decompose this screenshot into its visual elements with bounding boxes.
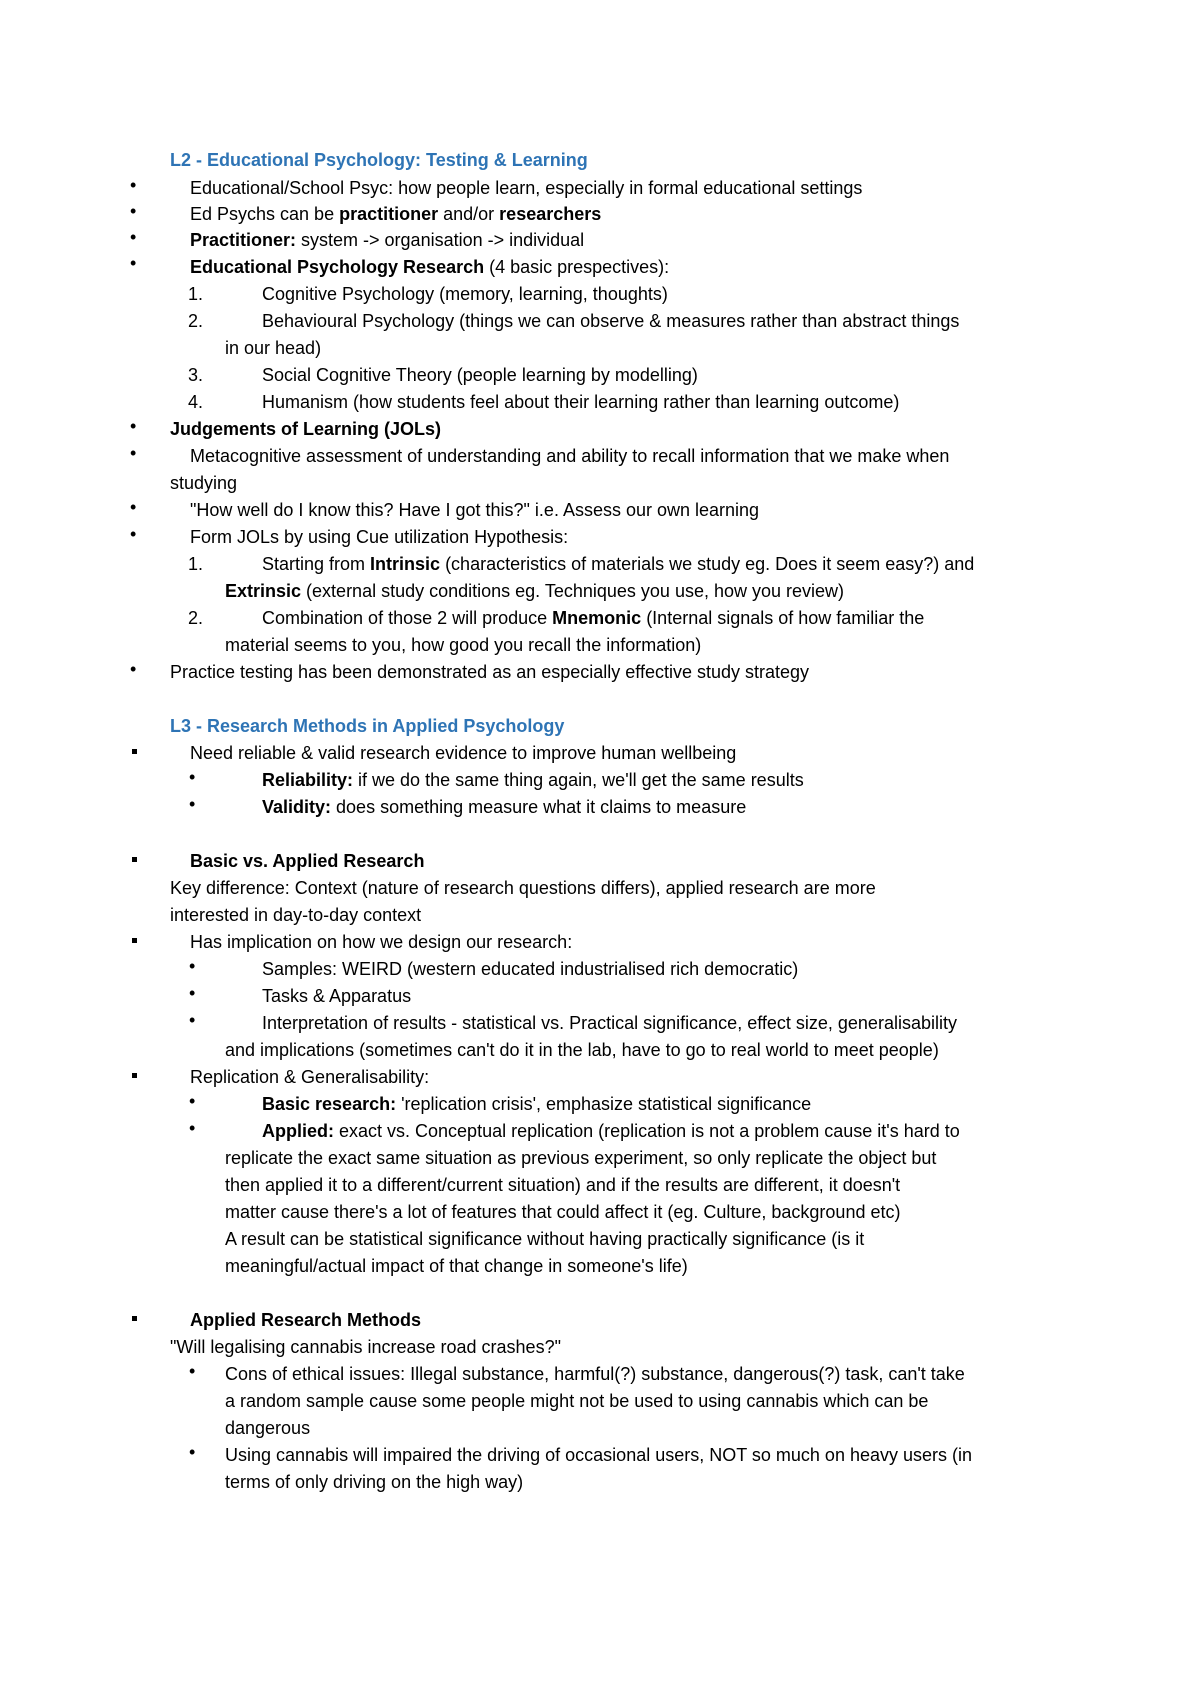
- square-bullet-icon: [132, 857, 137, 862]
- cue-numbered-1-cont: Extrinsic (external study conditions eg. Techniques you use, how you review): [225, 581, 845, 601]
- l2-bullet-2: Ed Psychs can be practitioner and/or researchers: [190, 204, 602, 224]
- cannabis-question: "Will legalising cannabis increase road crashes?": [170, 1337, 561, 1357]
- jol-bullet-2: "How well do I know this? Have I got this?" i.e. Assess our own learning: [190, 500, 760, 520]
- applied-bullet-cont-1: replicate the exact same situation as previous experiment, so only replicate the object but: [225, 1148, 937, 1168]
- bullet-icon: •: [189, 794, 196, 814]
- using-cannabis-bullet: Using cannabis will impaired the driving of occasional users, NOT so much on heavy users (in: [225, 1445, 973, 1465]
- jol-bullet-1: Metacognitive assessment of understanding and ability to recall information that we make when: [190, 446, 950, 466]
- applied-bullet-cont-3: matter cause there's a lot of features that could affect it (eg. Culture, background etc): [225, 1202, 901, 1222]
- square-bullet-icon: [132, 749, 137, 754]
- bullet-icon: •: [130, 175, 137, 195]
- practice-testing-bullet: Practice testing has been demonstrated as an especially effective study strategy: [170, 662, 810, 682]
- cue-numbered-2-cont: material seems to you, how good you recall the information): [225, 635, 702, 655]
- l2-bullet-4: Educational Psychology Research (4 basic prespectives):: [190, 257, 670, 277]
- square-bullet-icon: [132, 1073, 137, 1078]
- l2-numbered-4: Humanism (how students feel about their learning rather than learning outcome): [262, 392, 900, 412]
- bullet-icon: •: [130, 201, 137, 221]
- list-number: 2.: [188, 608, 204, 628]
- bullet-icon: •: [189, 956, 196, 976]
- basic-research-bullet: Basic research: 'replication crisis', emphasize statistical significance: [262, 1094, 812, 1114]
- applied-research-methods-heading: Applied Research Methods: [190, 1310, 422, 1330]
- interpretation-bullet-cont: and implications (sometimes can't do it in the lab, have to go to real world to meet people): [225, 1040, 939, 1060]
- bullet-icon: •: [130, 524, 137, 544]
- validity-bullet: Validity: does something measure what it claims to measure: [262, 797, 747, 817]
- cue-numbered-1: Starting from Intrinsic (characteristics of materials we study eg. Does it seem easy?) and: [262, 554, 975, 574]
- list-number: 1.: [188, 284, 204, 304]
- square-bullet-icon: [132, 1316, 137, 1321]
- applied-bullet-cont-2: then applied it to a different/current situation) and if the results are different, it doesn't: [225, 1175, 901, 1195]
- cons-bullet-cont-2: dangerous: [225, 1418, 311, 1438]
- bullet-icon: •: [189, 1361, 196, 1381]
- list-number: 2.: [188, 311, 204, 331]
- l2-bullet-3: Practitioner: system -> organisation -> individual: [190, 230, 585, 250]
- bullet-icon: •: [189, 1091, 196, 1111]
- l2-numbered-2-cont: in our head): [225, 338, 322, 358]
- key-difference-line-1: Key difference: Context (nature of research questions differs), applied research are more: [170, 878, 876, 898]
- bullet-icon: •: [130, 227, 137, 247]
- l2-numbered-3: Social Cognitive Theory (people learning by modelling): [262, 365, 698, 385]
- l2-bullet-1: Educational/School Psyc: how people learn, especially in formal educational settings: [190, 178, 863, 198]
- cue-numbered-2: Combination of those 2 will produce Mnemonic (Internal signals of how familiar the: [262, 608, 925, 628]
- cons-bullet-cont-1: a random sample cause some people might not be used to using cannabis which can be: [225, 1391, 929, 1411]
- tasks-bullet: Tasks & Apparatus: [262, 986, 412, 1006]
- list-number: 1.: [188, 554, 204, 574]
- applied-bullet: Applied: exact vs. Conceptual replication (replication is not a problem cause it's hard to: [262, 1121, 960, 1141]
- bullet-icon: •: [130, 253, 137, 273]
- square-bullet-icon: [132, 938, 137, 943]
- bullet-icon: •: [189, 983, 196, 1003]
- using-cannabis-bullet-cont: terms of only driving on the high way): [225, 1472, 524, 1492]
- bullet-icon: •: [189, 1118, 196, 1138]
- bullet-icon: •: [189, 1010, 196, 1030]
- list-number: 3.: [188, 365, 204, 385]
- l3-heading: L3 - Research Methods in Applied Psychology: [170, 716, 565, 736]
- bullet-icon: •: [130, 659, 137, 679]
- bullet-icon: •: [130, 416, 137, 436]
- l2-numbered-2: Behavioural Psychology (things we can observe & measures rather than abstract things: [262, 311, 960, 331]
- jol-heading: Judgements of Learning (JOLs): [170, 419, 442, 439]
- list-number: 4.: [188, 392, 204, 412]
- jol-bullet-1-cont: studying: [170, 473, 238, 493]
- samples-bullet: Samples: WEIRD (western educated industrialised rich democratic): [262, 959, 799, 979]
- interpretation-bullet: Interpretation of results - statistical vs. Practical significance, effect size, generalisability: [262, 1013, 957, 1033]
- l2-numbered-1: Cognitive Psychology (memory, learning, thoughts): [262, 284, 668, 304]
- replication-bullet: Replication & Generalisability:: [190, 1067, 430, 1087]
- l2-heading: L2 - Educational Psychology: Testing & Learning: [170, 150, 588, 170]
- bullet-icon: •: [189, 767, 196, 787]
- bullet-icon: •: [130, 497, 137, 517]
- cons-bullet: Cons of ethical issues: Illegal substance, harmful(?) substance, dangerous(?) task, can't take: [225, 1364, 965, 1384]
- applied-bullet-cont-4: A result can be statistical significance without having practically significance (is it: [225, 1229, 865, 1249]
- applied-bullet-cont-5: meaningful/actual impact of that change in someone's life): [225, 1256, 688, 1276]
- implication-bullet: Has implication on how we design our research:: [190, 932, 573, 952]
- jol-bullet-3: Form JOLs by using Cue utilization Hypothesis:: [190, 527, 569, 547]
- key-difference-line-2: interested in day-to-day context: [170, 905, 422, 925]
- l3-need-bullet: Need reliable & valid research evidence to improve human wellbeing: [190, 743, 737, 763]
- bullet-icon: •: [130, 443, 137, 463]
- reliability-bullet: Reliability: if we do the same thing again, we'll get the same results: [262, 770, 804, 790]
- basic-vs-applied-heading: Basic vs. Applied Research: [190, 851, 425, 871]
- bullet-icon: •: [189, 1442, 196, 1462]
